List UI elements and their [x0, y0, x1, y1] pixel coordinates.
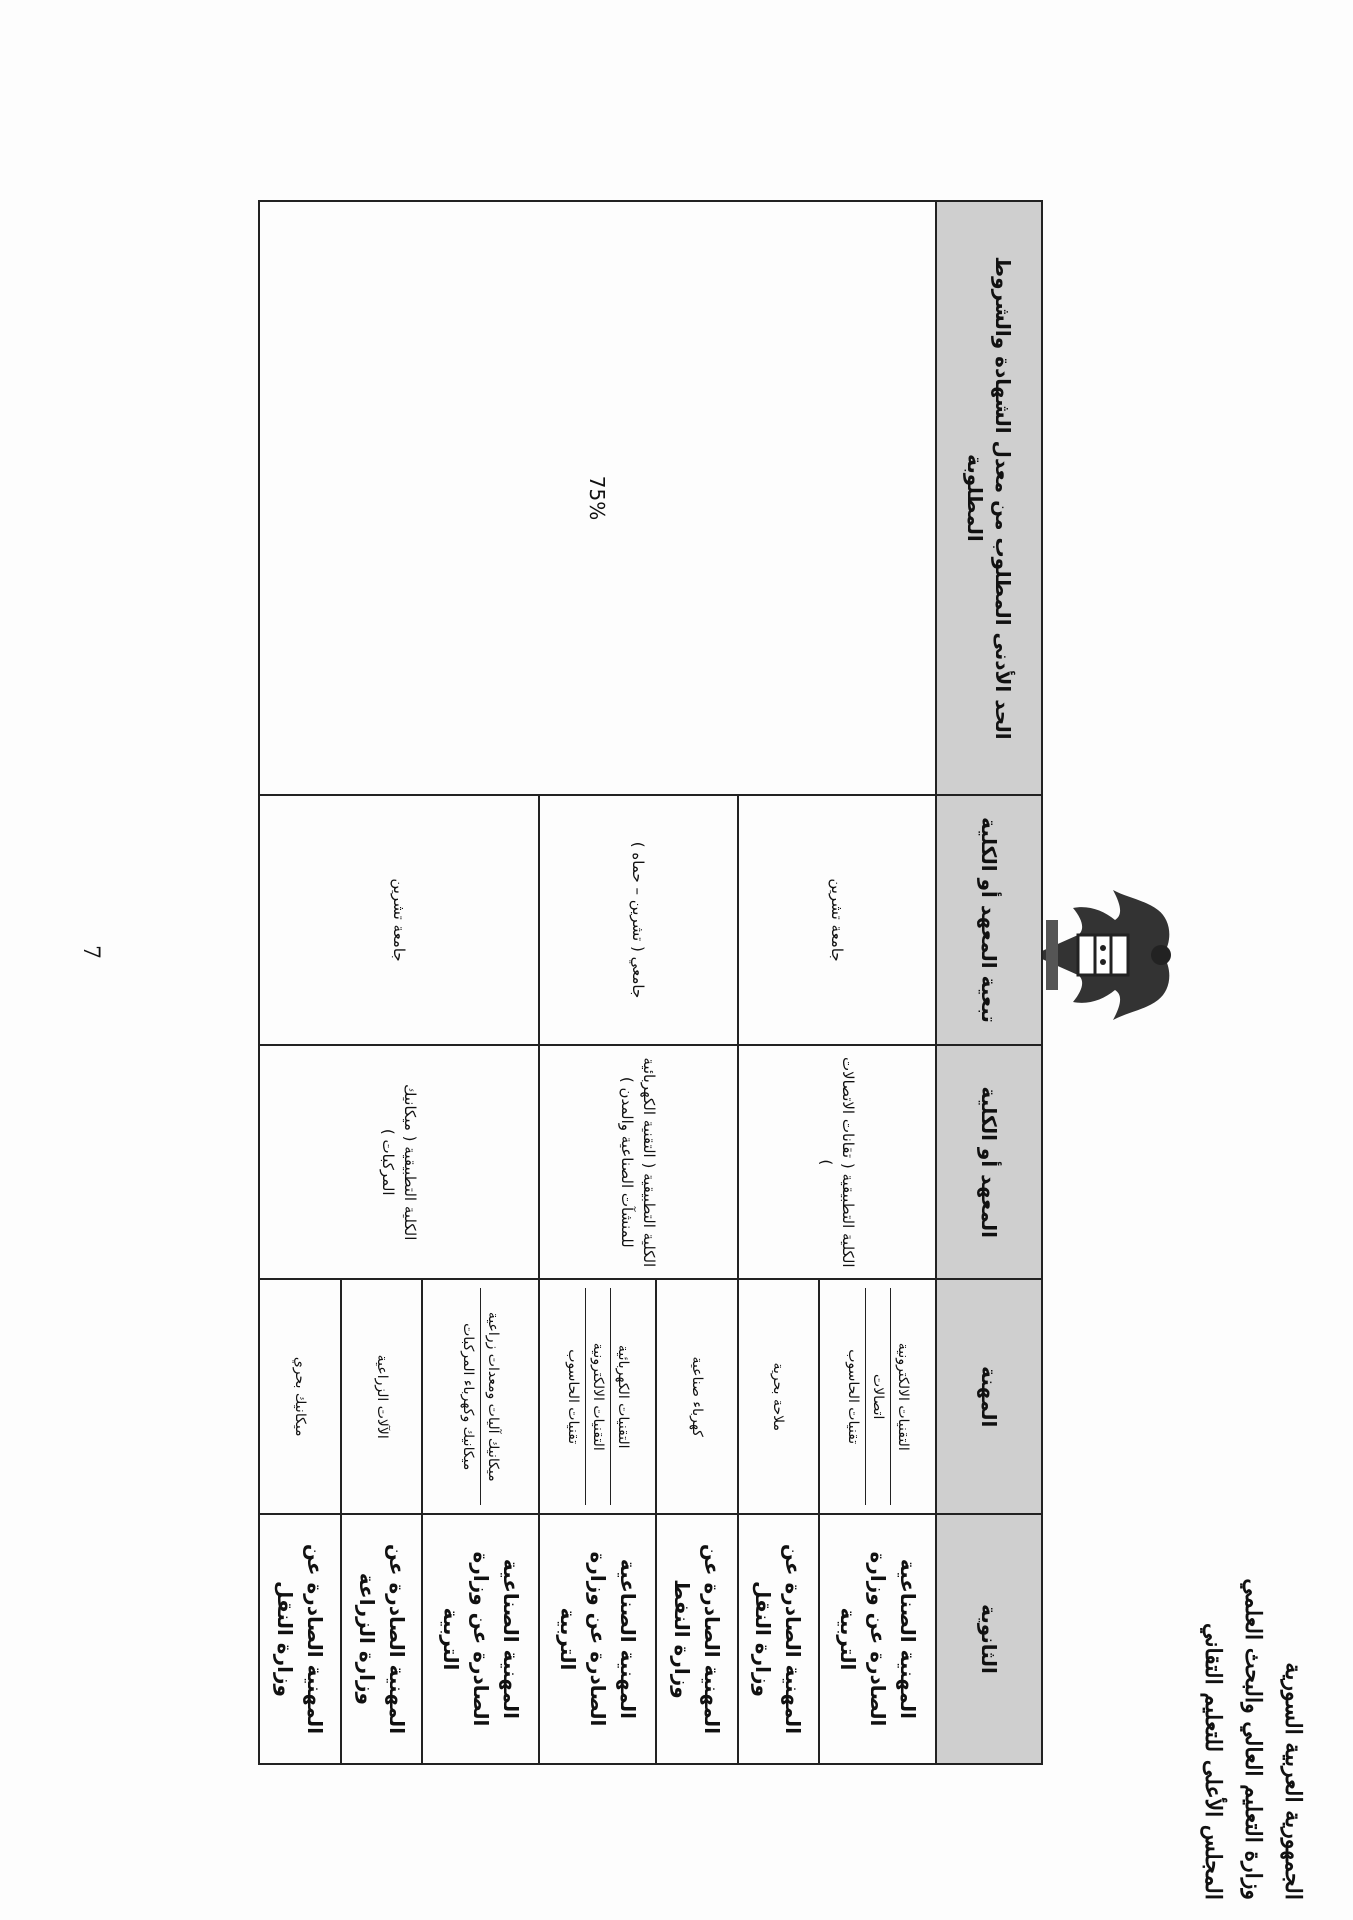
profession-item: ميكانيك وكهرباء المركبات [456, 1288, 481, 1504]
profession-item: التقنيات الالكترونية [585, 1288, 610, 1504]
min-rate-cell: 75% [259, 201, 936, 795]
institute-cell: الكلية التطبيقية ( ميكانيك المركبات ) [259, 1045, 539, 1279]
council-name: المجلس الأعلى للتعليم التقاني [1200, 1623, 1226, 1900]
profession-cell: كهرباء صناعية [656, 1279, 738, 1513]
ministry-name: وزارة التعليم العالي والبحث العلمي [1240, 1578, 1266, 1900]
profession-cell [422, 1279, 539, 1513]
secondary-cell: المهنية الصادرة عن وزارة النقل [738, 1514, 820, 1764]
admission-table [258, 200, 1043, 1765]
column-header-profession: المهنة [936, 1279, 1042, 1513]
profession-item: التقنيات الالكترونية [894, 1342, 911, 1451]
country-name: الجمهورية العربية السورية [1280, 1662, 1306, 1900]
secondary-cell: المهنية الصناعية الصادرة عن وزارة التربية [539, 1514, 656, 1764]
profession-cell: الآلات الزراعية [341, 1279, 423, 1513]
profession-item: ميكانيك آليات ومعدات زراعية [485, 1311, 502, 1482]
table-row [819, 201, 936, 1764]
affiliation-cell: جامعة تشرين [259, 795, 539, 1045]
column-header-affiliation: تبعية المعهد أو الكلية [936, 795, 1042, 1045]
secondary-cell: المهنية الصناعية الصادرة عن وزارة التربية [422, 1514, 539, 1764]
column-header-secondary: الثانوية [936, 1514, 1042, 1764]
profession-item: تقنيات الحاسوب [561, 1288, 586, 1504]
eagle-emblem-icon [1023, 880, 1183, 1030]
affiliation-cell: جامعة تشرين [738, 795, 936, 1045]
table-header-row [936, 201, 1042, 1764]
profession-item: التقنيات الكهربائية [614, 1344, 631, 1449]
column-header-min-rate: الحد الأدنى المطلوب من معدل الشهادة والشروط المطلوبة [936, 201, 1042, 795]
profession-cell [819, 1279, 936, 1513]
letterhead [1193, 1500, 1313, 1900]
profession-list [456, 1288, 505, 1504]
profession-item: تقنيات الحاسوب [841, 1288, 866, 1504]
institute-cell: الكلية التطبيقية ( التقنية الكهربائية للمنشآت الصناعية والمدن ) [539, 1045, 737, 1279]
profession-cell: ملاحة بحرية [738, 1279, 820, 1513]
profession-cell [539, 1279, 656, 1513]
affiliation-cell: جامعي ( تشرين – حماه ) [539, 795, 737, 1045]
profession-list [841, 1288, 915, 1504]
page-number: 7 [78, 945, 103, 959]
secondary-cell: المهنية الصناعية الصادرة عن وزارة التربية [819, 1514, 936, 1764]
profession-cell: ميكانيك بحري [259, 1279, 341, 1513]
profession-list [561, 1288, 635, 1504]
profession-item: اتصالات [865, 1288, 890, 1504]
secondary-cell: المهنية الصادرة عن وزارة النقل [259, 1514, 341, 1764]
secondary-cell: المهنية الصادرة عن وزارة النفط [656, 1514, 738, 1764]
column-header-institute: المعهد أو الكلية [936, 1045, 1042, 1279]
secondary-cell: المهنية الصادرة عن وزارة الزراعة [341, 1514, 423, 1764]
institute-cell: الكلية التطبيقية ( تقانات الاتصالات ) [738, 1045, 936, 1279]
